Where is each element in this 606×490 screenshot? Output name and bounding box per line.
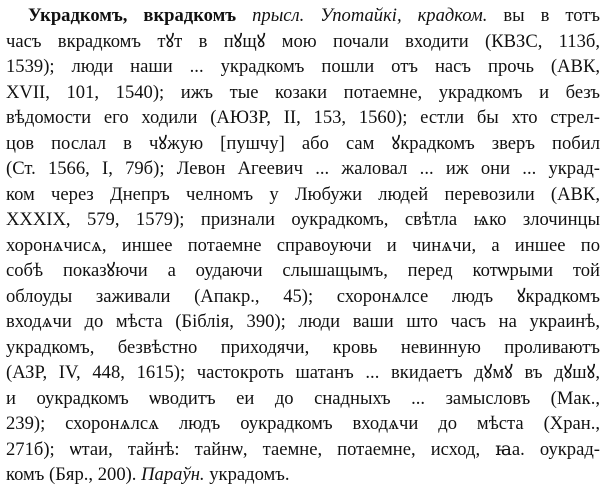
entry-line: входѧчи до мѣста (Біблія, 390); люди ваши што часъ на украинѣ, xyxy=(6,311,600,332)
entry-line: XXXIX, 579, 1579); признали оукрадкомъ, свѣтла ѩко злочинцы xyxy=(6,209,600,230)
headword: Украдкомъ, вкрадкомъ xyxy=(28,5,237,26)
entry-line: цов послал в чꙋжую [пушчу] або сам ꙋкрадкомъ зверъ побил xyxy=(6,132,600,154)
definition: Употайкі, крадком. xyxy=(320,5,488,26)
entry-line: часъ вкрадкомъ тꙋт в пꙋщꙋ мою почали входити (КВЗС, 113б, xyxy=(6,30,600,52)
cross-reference-label: Параўн. xyxy=(141,464,205,485)
cross-reference-target: украдомъ. xyxy=(209,464,290,485)
entry-line: (Ст. 1566, I, 79б); Левон Агеевич ... жаловал ... иж они ... украд- xyxy=(6,158,600,179)
entry-line: облоуды заживали (Апакр., 45); схоронѧлсе людъ ꙋкрадкомъ xyxy=(6,285,600,307)
entry-line: XVII, 101, 1540); ижъ тые козаки потаемне, украдкомъ и безъ xyxy=(6,81,600,103)
entry-line: хоронѧчисѧ, иншее потаемне справоуючи и чинѧчи, а иншее по xyxy=(6,234,600,256)
entry-line: и оукрадкомъ ѡводитъ еи до снадныхъ ... замысловъ (Мак., xyxy=(6,387,600,409)
entry-line: 271б); ѡтаи, тайнѣ: тайнѡ, таемне, потаемне, исход, ꙗа. оукрад- xyxy=(6,438,600,460)
part-of-speech: прысл. xyxy=(252,5,305,26)
citation-text: вы в тотъ xyxy=(503,5,600,26)
entry-line: вѣдомости его ходили (АЮЗР, II, 153, 1560); естли бы хто стрел- xyxy=(6,107,600,128)
entry-line: 239); схоронѧлсѧ людъ оукрадкомъ входѧчи до мѣста (Хран., xyxy=(6,413,600,434)
entry-line xyxy=(6,462,600,488)
entry-line: 1539); люди наши ... украдкомъ пошли отъ насъ прочь (АВК, xyxy=(6,56,600,77)
dictionary-entry xyxy=(6,3,600,488)
entry-line: украдкомъ, безвѣстно приходячи, кровь невинную проливаютъ xyxy=(6,336,600,358)
entry-line: собѣ показꙋючи а оудаючи слышащымъ, перед котѡрыми той xyxy=(6,260,600,281)
entry-line: (АЗР, IV, 448, 1615); частокроть шатанъ ... вкидаетъ дꙋмꙋ въ дꙋшꙋ, xyxy=(6,362,600,383)
entry-line: ком через Днепръ челномъ у Любужи людей перевозили (АВК, xyxy=(6,183,600,205)
citation-text: комъ (Бяр., 200). xyxy=(6,464,137,485)
entry-line xyxy=(6,3,600,29)
